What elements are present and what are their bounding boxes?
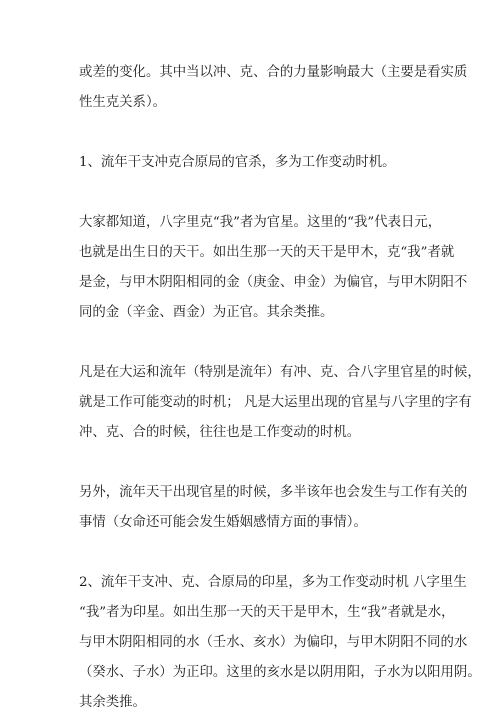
text-line: （癸水、子水）为正印。这里的亥水是以阴用阳，子水为以阳用阴。 — [79, 665, 481, 680]
paragraph-intro — [79, 58, 468, 118]
text-line: 性生克关系）。 — [79, 95, 167, 110]
text-line: “我”者为印星。如出生那一天的天干是甲木，生“我”者就是水， — [79, 605, 455, 620]
paragraph-gap — [79, 178, 439, 208]
section-heading-1 — [79, 148, 439, 178]
text-line: 也就是出生日的天干。如出生那一天的天干是甲木，克“我”者就 — [79, 245, 455, 260]
paragraph-gap — [79, 448, 439, 478]
paragraph-gap — [79, 118, 439, 148]
text-line: 大家都知道，八字里克“我”者为官星。这里的“我”代表日元， — [79, 215, 442, 230]
text-line: 2、流年干支冲、克、合原局的印星，多为工作变动时机 八字里生 — [79, 575, 467, 590]
paragraph-gap — [79, 328, 439, 358]
paragraph-guanxing — [79, 208, 468, 328]
text-line: 冲、克、合的时候，往往也是工作变动的时机。 — [79, 425, 361, 440]
text-line: 是金，与甲木阴阳相同的金（庚金、申金）为偏官，与甲木阴阳不 — [79, 275, 468, 290]
section-heading-2 — [79, 568, 481, 718]
paragraph-liunian — [79, 478, 468, 538]
text-line: 1、流年干支冲克合原局的官杀，多为工作变动时机。 — [79, 155, 396, 170]
document-body — [79, 58, 481, 718]
paragraph-dayun — [79, 358, 481, 448]
text-line: 与甲木阴阳相同的水（壬水、亥水）为偏印，与甲木阴阳不同的水 — [79, 635, 468, 650]
text-line: 同的金（辛金、酉金）为正官。其余类推。 — [79, 305, 334, 320]
text-line: 就是工作可能变动的时机； 凡是大运里出现的官星与八字里的字有 — [79, 395, 472, 410]
text-line: 其余类推。 — [79, 695, 146, 710]
text-line: 另外，流年天干出现官星的时候，多半该年也会发生与工作有关的 — [79, 485, 468, 500]
text-line: 或差的变化。其中当以冲、克、合的力量影响最大（主要是看实质 — [79, 65, 468, 80]
paragraph-gap — [79, 538, 439, 568]
text-line: 凡是在大运和流年（特别是流年）有冲、克、合八字里官星的时候， — [79, 365, 481, 380]
text-line: 事情（女命还可能会发生婚姻感情方面的事情）。 — [79, 515, 367, 530]
